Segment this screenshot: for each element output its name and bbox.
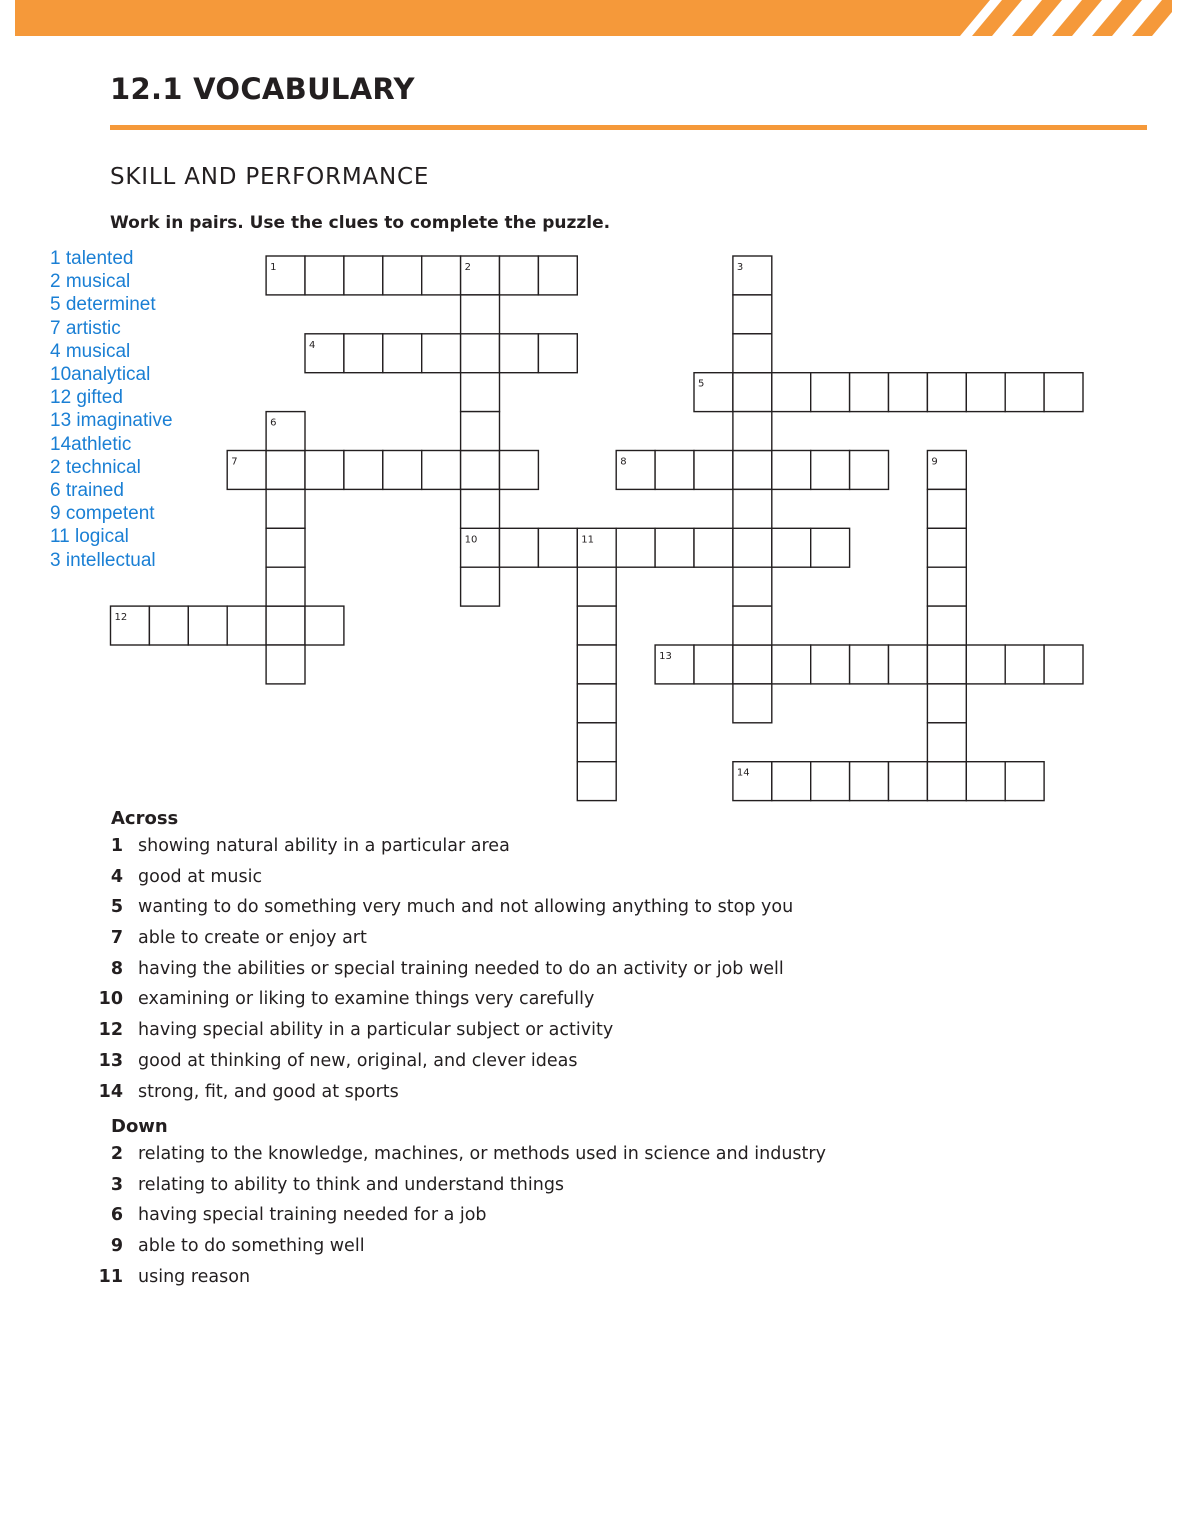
crossword-cell[interactable]: [927, 723, 966, 762]
handwritten-answers: [50, 247, 173, 572]
clue-number: 9: [110, 1236, 123, 1257]
clue-text: able to do something well: [138, 1236, 365, 1257]
crossword-cell[interactable]: [927, 373, 966, 412]
crossword-cell[interactable]: [305, 451, 344, 490]
crossword-cell[interactable]: [733, 762, 772, 801]
crossword-cell[interactable]: [811, 528, 850, 567]
clue-text: good at thinking of new, original, and clever ideas: [138, 1050, 578, 1071]
crossword-cell[interactable]: [538, 528, 577, 567]
crossword-cell[interactable]: [927, 645, 966, 684]
crossword-cell[interactable]: [927, 528, 966, 567]
cell-number: 11: [581, 534, 595, 546]
clue-text: relating to the knowledge, machines, or methods used in science and industry: [138, 1144, 826, 1164]
crossword-cell[interactable]: [733, 684, 772, 723]
cell-number: 9: [931, 456, 938, 468]
crossword-cell[interactable]: [266, 256, 305, 295]
cell-number: 13: [659, 651, 672, 662]
clue-number: 7: [110, 928, 123, 949]
crossword-cell[interactable]: [927, 606, 966, 645]
crossword-cell[interactable]: [461, 567, 500, 606]
cell-number: 10: [464, 534, 478, 546]
clue-number: 8: [110, 958, 123, 979]
page-title: 12.1 VOCABULARY: [110, 72, 415, 106]
crossword-cell[interactable]: [305, 606, 344, 645]
clue-text: relating to ability to think and understand things: [138, 1174, 565, 1195]
crossword-cell[interactable]: [422, 451, 461, 490]
crossword-cell[interactable]: [266, 567, 305, 606]
clue-number: 4: [110, 866, 123, 887]
header-stripe: [1092, 0, 1142, 36]
crossword-cell[interactable]: [461, 489, 500, 528]
crossword-cell[interactable]: [811, 451, 850, 490]
crossword-cell[interactable]: [733, 567, 772, 606]
crossword-cell[interactable]: [1044, 373, 1083, 412]
cell-number: 6: [270, 417, 277, 429]
clue-number: 14: [98, 1081, 123, 1102]
title-divider: [110, 125, 1147, 130]
answer-item: 1 talented: [50, 248, 134, 269]
crossword-cell[interactable]: [111, 606, 150, 645]
crossword-cell[interactable]: [811, 762, 850, 801]
clue-text: strong, fit, and good at sports: [138, 1081, 399, 1102]
crossword-cell[interactable]: [966, 645, 1005, 684]
crossword-cell[interactable]: [927, 489, 966, 528]
answer-item: 7 artistic: [50, 317, 121, 339]
cell-number: 2: [464, 262, 471, 273]
header-stripe: [1052, 0, 1102, 36]
crossword-cell[interactable]: [733, 528, 772, 567]
crossword-cell[interactable]: [500, 334, 539, 373]
crossword-cell[interactable]: [655, 528, 694, 567]
crossword-cell[interactable]: [733, 451, 772, 490]
clue-text: examining or liking to examine things very carefully: [138, 989, 595, 1010]
header-banner-bar: [15, 0, 990, 36]
crossword-cell[interactable]: [1044, 645, 1083, 684]
crossword-cell[interactable]: [500, 256, 539, 295]
crossword-cell[interactable]: [577, 723, 616, 762]
crossword-cell[interactable]: [733, 606, 772, 645]
crossword-cell[interactable]: [772, 528, 811, 567]
cell-number: 7: [231, 456, 238, 468]
crossword-cell[interactable]: [850, 762, 889, 801]
clue-number: 1: [110, 836, 123, 856]
crossword-cell[interactable]: [811, 373, 850, 412]
crossword-cell[interactable]: [266, 528, 305, 567]
crossword-cell[interactable]: [461, 256, 500, 295]
crossword-cell[interactable]: [616, 451, 655, 490]
crossword-cell[interactable]: [461, 295, 500, 334]
crossword-cell[interactable]: [461, 528, 500, 567]
cell-number: 5: [698, 378, 705, 390]
crossword-cell[interactable]: [266, 489, 305, 528]
crossword-cell[interactable]: [188, 606, 227, 645]
crossword-cell[interactable]: [461, 334, 500, 373]
answer-item: 3 intellectual: [50, 549, 156, 571]
crossword-cell[interactable]: [305, 334, 344, 373]
answer-item: 4 musical: [50, 340, 131, 362]
crossword-cell[interactable]: [266, 606, 305, 645]
crossword-cell[interactable]: [422, 256, 461, 295]
crossword-cell[interactable]: [694, 451, 733, 490]
clue-number: 2: [110, 1144, 123, 1164]
header-stripe: [1132, 0, 1172, 36]
clue-text: showing natural ability in a particular area: [138, 836, 510, 856]
clue-number: 3: [110, 1174, 123, 1195]
crossword-cell[interactable]: [149, 606, 188, 645]
crossword-cell[interactable]: [577, 606, 616, 645]
crossword-cell[interactable]: [733, 489, 772, 528]
cell-number: 3: [736, 262, 744, 273]
crossword-cell[interactable]: [577, 567, 616, 606]
crossword-cell[interactable]: [577, 684, 616, 723]
cell-number: 14: [736, 767, 750, 779]
clue-text: having special training needed for a job: [138, 1205, 487, 1226]
crossword-cell[interactable]: [850, 373, 889, 412]
crossword-cell[interactable]: [266, 412, 305, 451]
crossword-cell[interactable]: [461, 451, 500, 490]
crossword-cell[interactable]: [966, 762, 1005, 801]
crossword-cell[interactable]: [305, 256, 344, 295]
crossword-cell[interactable]: [577, 528, 616, 567]
clue-text: having the abilities or special training needed to do an activity or job well: [138, 958, 784, 979]
crossword-cell[interactable]: [889, 373, 928, 412]
crossword-cell[interactable]: [772, 762, 811, 801]
crossword-cell[interactable]: [422, 334, 461, 373]
answer-item: 6 trained: [50, 480, 124, 502]
clue-text: able to create or enjoy art: [138, 928, 367, 949]
crossword-cell[interactable]: [538, 334, 577, 373]
crossword-cell[interactable]: [694, 645, 733, 684]
crossword-cell[interactable]: [889, 645, 928, 684]
answer-item: 2 technical: [50, 456, 141, 478]
answer-item: 14athletic: [50, 433, 132, 455]
crossword-cell[interactable]: [461, 412, 500, 451]
crossword-cell[interactable]: [1005, 762, 1044, 801]
crossword-cell[interactable]: [383, 451, 422, 490]
crossword-cell[interactable]: [500, 451, 539, 490]
crossword-cell[interactable]: [927, 762, 966, 801]
clue-number: 6: [110, 1205, 123, 1226]
instruction-text: Work in pairs. Use the clues to complete the puzzle.: [110, 213, 611, 233]
down-heading: Down: [111, 1116, 168, 1137]
crossword-cell[interactable]: [461, 373, 500, 412]
crossword-cell[interactable]: [344, 256, 383, 295]
crossword-cell[interactable]: [500, 528, 539, 567]
crossword-cell[interactable]: [850, 645, 889, 684]
crossword-cell[interactable]: [266, 645, 305, 684]
crossword-cell[interactable]: [1005, 373, 1044, 412]
crossword-cell[interactable]: [927, 684, 966, 723]
clue-number: 11: [98, 1266, 123, 1287]
crossword-cell[interactable]: [344, 451, 383, 490]
crossword-cell[interactable]: [266, 451, 305, 490]
crossword-cell[interactable]: [227, 606, 266, 645]
crossword-cell[interactable]: [733, 645, 772, 684]
crossword-cell[interactable]: [577, 645, 616, 684]
crossword-cell[interactable]: [772, 645, 811, 684]
crossword-cell[interactable]: [383, 256, 422, 295]
crossword-cell[interactable]: [733, 412, 772, 451]
answer-item: 2 musical: [50, 271, 131, 293]
crossword-cell[interactable]: [811, 645, 850, 684]
clue-text: good at music: [138, 866, 263, 887]
answer-item: 12 gifted: [50, 387, 123, 409]
clue-number: 10: [98, 989, 123, 1010]
clue-number: 5: [110, 897, 123, 918]
cell-number: 12: [114, 612, 128, 624]
crossword-cell[interactable]: [655, 451, 694, 490]
header-banner: [0, 0, 1200, 40]
answer-item: 13 imaginative: [50, 410, 173, 432]
cell-number: 8: [620, 456, 627, 468]
answer-item: 5 determinet: [50, 294, 156, 316]
crossword-cell[interactable]: [538, 256, 577, 295]
crossword-cell[interactable]: [772, 373, 811, 412]
crossword-cell[interactable]: [383, 334, 422, 373]
crossword-cell[interactable]: [694, 528, 733, 567]
crossword-cell[interactable]: [927, 451, 966, 490]
clue-text: wanting to do something very much and not allowing anything to stop you: [138, 897, 794, 918]
crossword-cell[interactable]: [227, 451, 266, 490]
clue-number: 12: [98, 1020, 123, 1041]
cell-number: 1: [270, 262, 277, 273]
crossword-cell[interactable]: [694, 373, 733, 412]
crossword-cell[interactable]: [733, 256, 772, 295]
crossword-cell[interactable]: [616, 528, 655, 567]
answer-item: 11 logical: [50, 526, 129, 548]
crossword-cell[interactable]: [733, 373, 772, 412]
answer-item: 9 competent: [50, 503, 155, 525]
crossword-cell[interactable]: [850, 451, 889, 490]
crossword-cell[interactable]: [733, 295, 772, 334]
crossword-cell[interactable]: [1005, 645, 1044, 684]
clue-text: having special ability in a particular subject or activity: [138, 1020, 614, 1041]
header-stripe: [1012, 0, 1062, 36]
crossword-cell[interactable]: [927, 567, 966, 606]
crossword-cell[interactable]: [655, 645, 694, 684]
cell-number: 4: [309, 339, 316, 351]
crossword-cell[interactable]: [889, 762, 928, 801]
section-subtitle: SKILL AND PERFORMANCE: [110, 164, 430, 190]
crossword-cell[interactable]: [344, 334, 383, 373]
clue-text: using reason: [138, 1266, 251, 1287]
crossword-cell[interactable]: [772, 451, 811, 490]
answer-item: 10analytical: [50, 364, 151, 386]
crossword-cell[interactable]: [733, 334, 772, 373]
crossword-cell[interactable]: [577, 762, 616, 801]
across-heading: Across: [111, 808, 179, 829]
crossword-cell[interactable]: [966, 373, 1005, 412]
clue-number: 13: [98, 1050, 123, 1071]
